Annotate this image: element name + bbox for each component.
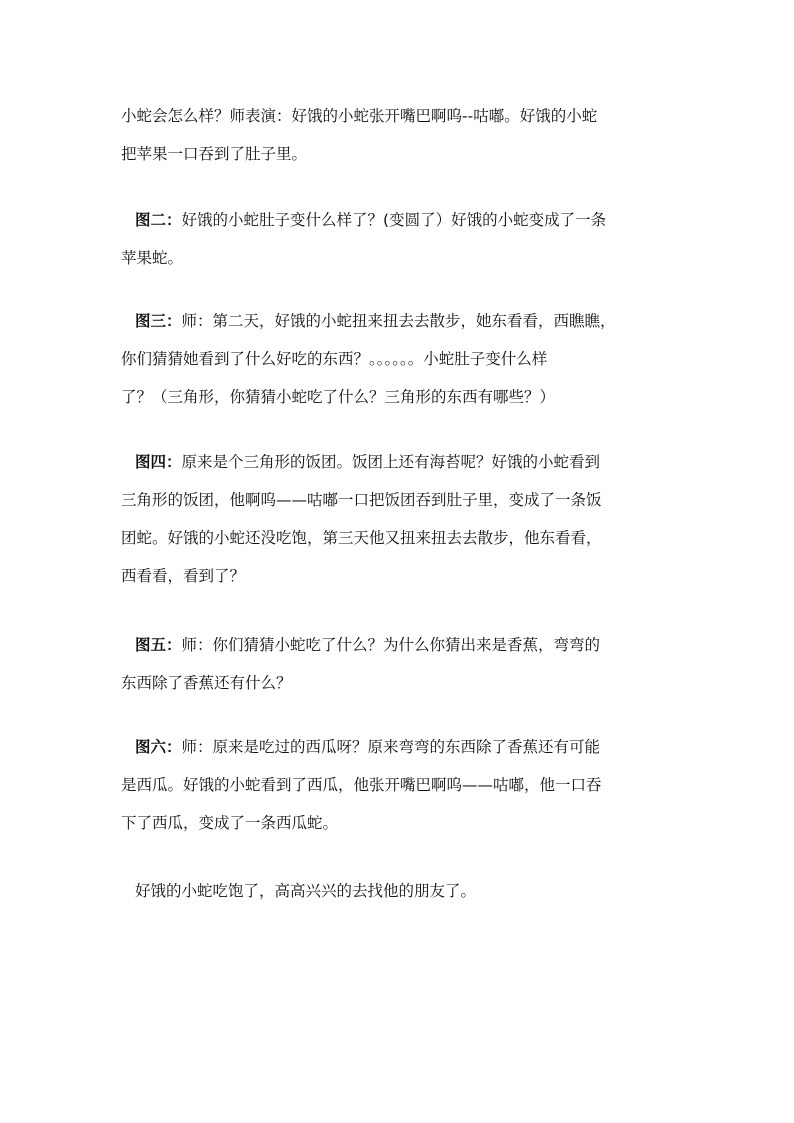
text-line: 你们猜猜她看到了什么好吃的东西？。。。。。。小蛇肚子变什么样: [121, 350, 548, 368]
paragraph-closing: [121, 872, 681, 910]
text-content: 师：你们猜猜小蛇吃了什么？为什么你猜出来是香蕉，弯弯的: [181, 636, 601, 654]
paragraph-figure-6: [121, 728, 681, 842]
text-line: 是西瓜。好饿的小蛇看到了西瓜，他张开嘴巴啊呜——咕嘟，他一口吞: [121, 776, 602, 794]
text-line: 了？（三角形，你猜猜小蛇吃了什么？三角形的东西有哪些？）: [121, 388, 556, 406]
text-line: 小蛇会怎么样？师表演：好饿的小蛇张开嘴巴啊呜--咕嘟。好饿的小蛇: [121, 107, 598, 125]
text-line: 东西除了香蕉还有什么？: [121, 674, 292, 692]
text-line: [121, 302, 681, 340]
figure-label: 图三：: [135, 312, 182, 330]
text-line: 把苹果一口吞到了肚子里。: [121, 145, 308, 163]
paragraph-figure-3: [121, 302, 681, 416]
paragraph-intro: [121, 97, 681, 173]
paragraph-figure-5: [121, 626, 681, 702]
paragraph-figure-4: [121, 443, 681, 595]
figure-label: 图五：: [135, 636, 182, 654]
text-content: 好饿的小蛇肚子变什么样了？(变圆了）好饿的小蛇变成了一条: [181, 211, 607, 229]
text-line: 三角形的饭团，他啊呜——咕嘟一口把饭团吞到肚子里，变成了一条饭: [121, 491, 602, 509]
text-content: 师：原来是吃过的西瓜呀？原来弯弯的东西除了香蕉还有可能: [181, 738, 601, 756]
figure-label: 图四：: [135, 453, 182, 471]
text-line: 团蛇。好饿的小蛇还没吃饱，第三天他又扭来扭去去散步，他东看看，: [121, 529, 602, 547]
text-line: [121, 728, 681, 766]
text-line: [121, 443, 681, 481]
text-line: 好饿的小蛇吃饱了，高高兴兴的去找他的朋友了。: [135, 882, 477, 900]
text-content: 原来是个三角形的饭团。饭团上还有海苔呢？好饿的小蛇看到: [181, 453, 601, 471]
paragraph-figure-2: [121, 201, 681, 277]
figure-label: 图二：: [135, 211, 182, 229]
text-line: [121, 626, 681, 664]
text-line: [121, 201, 681, 239]
text-line: 西看看，看到了？: [121, 567, 246, 585]
text-line: 苹果蛇。: [121, 249, 184, 267]
text-line: 下了西瓜，变成了一条西瓜蛇。: [121, 814, 339, 832]
text-content: 师：第二天，好饿的小蛇扭来扭去去散步，她东看看，西瞧瞧，: [181, 312, 616, 330]
figure-label: 图六：: [135, 738, 182, 756]
